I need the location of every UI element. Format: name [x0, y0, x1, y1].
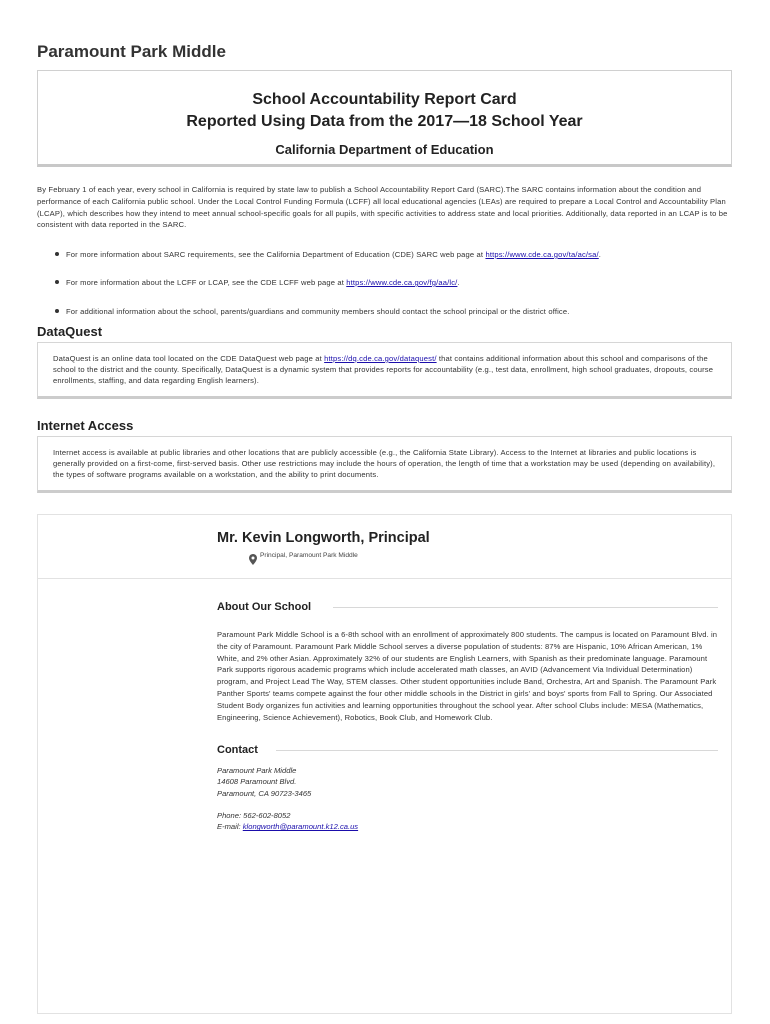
dataquest-text-after: that contains additional information about this school and comparisons of the school to the district and the county. Specifically, DataQuest is a dynamic system that provides reports for accountability (e.g., test data, enrollment, high school graduates, dropouts, course enrollments, staffing, and data regarding English learners).: [53, 354, 714, 386]
contact-email-line: [217, 821, 358, 832]
dataquest-title: DataQuest: [37, 324, 103, 339]
bullet-dot: [55, 252, 59, 256]
bullet-sarc: [55, 249, 601, 260]
report-subtitle: Reported Using Data from the 2017—18 School Year: [186, 113, 583, 130]
report-department: California Department of Education: [275, 142, 494, 157]
bullet-text: For more information about SARC requirements, see the California Department of Education (CDE) SARC web page at: [66, 250, 486, 259]
lcff-link[interactable]: https://www.cde.ca.gov/fg/aa/lc/: [346, 278, 458, 287]
bullet-suffix: .: [598, 250, 602, 259]
contact-phone: Phone: 562-602-8052: [217, 810, 291, 820]
email-label: E-mail:: [217, 822, 243, 832]
principal-role: Principal, Paramount Park Middle: [260, 552, 358, 559]
bullet-text: For more information about the LCFF or LCAP, see the CDE LCFF web page at: [66, 278, 347, 287]
report-title: School Accountability Report Card: [252, 91, 517, 108]
contact-name: Paramount Park Middle: [217, 766, 297, 775]
about-heading: About Our School: [217, 601, 312, 613]
location-pin-icon: [249, 554, 257, 565]
contact-block: [217, 765, 358, 832]
internet-box: [37, 436, 732, 493]
about-rule: [333, 607, 718, 608]
about-text: Paramount Park Middle School is a 6-8th school with an enrollment of approximately 800 students. The campus is located on Paramount Blvd. in the city of Paramount. Paramount Park Middle School serves a diverse population of students: 87% are Hispanic, 10% African American, 1% White, and 2% other Asian. Approximately 32% of our students are English Learners, with Spanish as their predominate language. Paramount Park supports rigorous academic programs which include accelerated math classes, an AVID (Advancement Via Individual Determination) program, and Project Lead The Way, STEM classes. Other student opportunities include Band, Orchestra, Art and Spanish. The Paramount Park Panther Sports' teams compete against the four other middle schools in the District in girls' and boys' sports from Fall to Spring. Our Associated Student Body organizes fun activities and learning opportunities throughout the school year. After school Clubs include: MESA (Mathematics, Engineering, Science Achievement), Robotics, Book Club, and Homework Club.: [217, 630, 718, 722]
page-title: Paramount Park Middle: [37, 42, 226, 61]
contact-street: 14608 Paramount Blvd.: [217, 777, 297, 787]
contact-heading: Contact: [217, 744, 258, 756]
internet-title: Internet Access: [37, 418, 134, 433]
bullet-lcff: [55, 277, 460, 288]
bullet-dot: [55, 280, 59, 284]
email-link[interactable]: klongworth@paramount.k12.ca.us: [242, 822, 359, 832]
dataquest-link[interactable]: https://dq.cde.ca.gov/dataquest/: [324, 354, 437, 363]
divider: [38, 578, 731, 579]
school-profile: [37, 514, 732, 1014]
intro-paragraph: By February 1 of each year, every school in California is required by state law to publish a School Accountability Report Card (SARC).The SARC contains information about the condition and performance of each California public school. Under the Local Control Funding Formula (LCFF) all local educational agencies (LEAs) are required to prepare a Local Control and Accountability Plan (LCAP), which describes how they intend to meet annual school-specific goals for all pupils, with specific activities to address state and local priorities. Additionally, data reported in an LCAP is to be consistent with data reported in the SARC.: [37, 185, 728, 230]
dataquest-box: [37, 342, 732, 399]
bullet-suffix: .: [457, 278, 460, 287]
dataquest-text-before: DataQuest is an online data tool located on the CDE DataQuest web page at: [53, 354, 325, 363]
bullet-contact: [55, 306, 570, 317]
sarc-link[interactable]: https://www.cde.ca.gov/ta/ac/sa/: [485, 250, 599, 259]
contact-city: Paramount, CA 90723-3465: [217, 788, 312, 798]
bullet-dot: [55, 309, 59, 313]
bullet-text: For additional information about the school, parents/guardians and community members should contact the school principal or the district office.: [66, 307, 570, 316]
internet-text: Internet access is available at public libraries and other locations that are publicly accessible (e.g., the California State Library). Access to the Internet at libraries and public locations is generally provided on a first-come, first-served basis. Other use restrictions may include the hours of operation, the length of time that a workstation may be used (depending on availability), the types of software programs available on a workstation, and the ability to print documents.: [53, 448, 716, 480]
principal-name: Mr. Kevin Longworth, Principal: [217, 530, 430, 546]
contact-rule: [276, 750, 718, 751]
report-header: [37, 70, 732, 167]
